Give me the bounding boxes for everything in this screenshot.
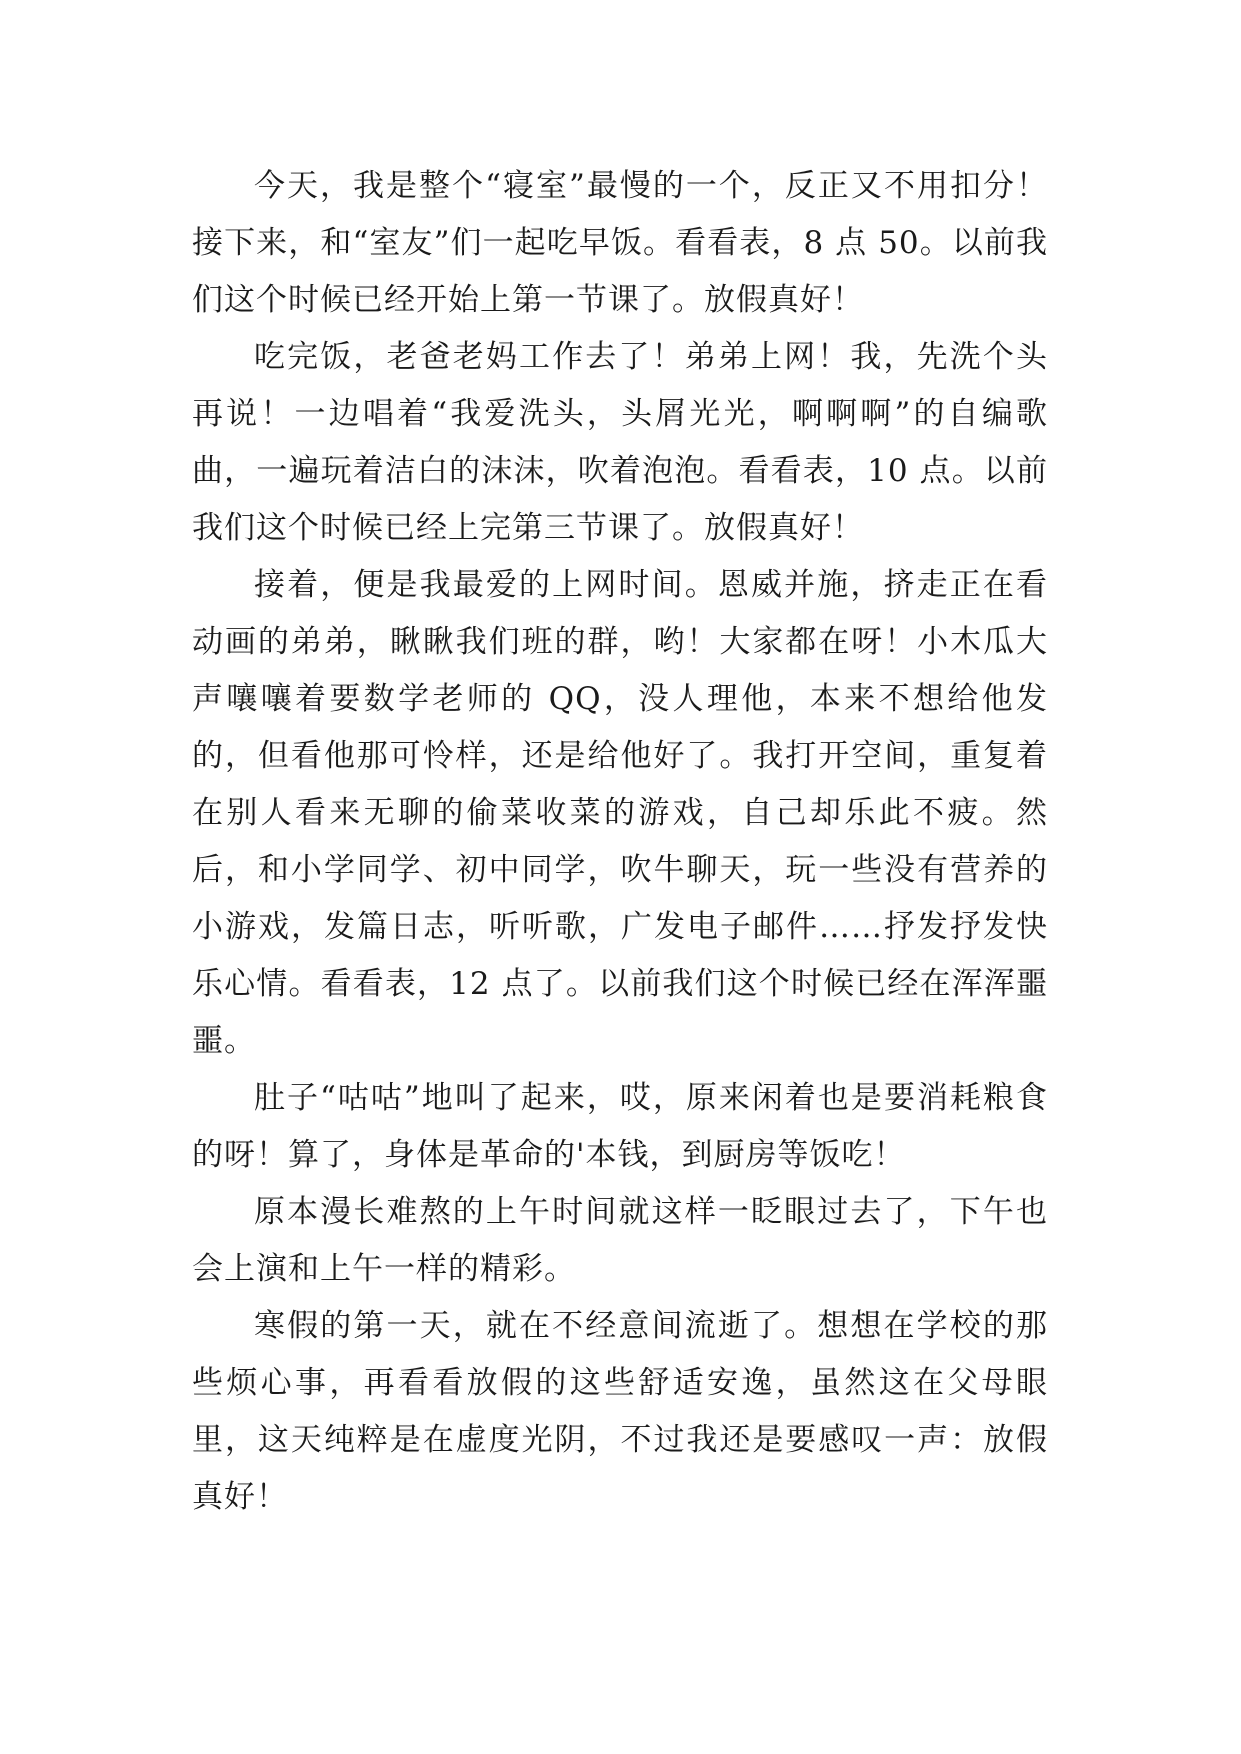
essay-body [192, 158, 1048, 1526]
paragraph-6: 寒假的第一天，就在不经意间流逝了。想想在学校的那些烦心事，再看看放假的这些舒适安逸，虽然这在父母眼里，这天纯粹是在虚度光阴，不过我还是要感叹一声：放假真好！ [192, 1308, 1048, 1515]
paragraph-4: 肚子“咕咕”地叫了起来，哎，原来闲着也是要消耗粮食的呀！算了，身体是革命的'本钱，到厨房等饭吃！ [192, 1080, 1048, 1173]
paragraph-1: 今天，我是整个“寝室”最慢的一个，反正又不用扣分！接下来，和“室友”们一起吃早饭。看看表，8 点 50。以前我们这个时候已经开始上第一节课了。放假真好！ [192, 168, 1048, 318]
paragraph-3: 接着，便是我最爱的上网时间。恩威并施，挤走正在看动画的弟弟，瞅瞅我们班的群，哟！大家都在呀！小木瓜大声嚷嚷着要数学老师的 QQ，没人理他，本来不想给他发的，但看他那可怜样，还是给他好了。我打开空间，重复着在别人看来无聊的偷菜收菜的游戏，自己却乐此不疲。然后，和小学同学、初中同学，吹牛聊天，玩一些没有营养的小游戏，发篇日志，听听歌，广发电子邮件……抒发抒发快乐心情。看看表，12 点了。以前我们这个时候已经在浑浑噩噩。 [192, 567, 1048, 1059]
paragraph-2: 吃完饭，老爸老妈工作去了！弟弟上网！我，先洗个头再说！一边唱着“我爱洗头，头屑光光，啊啊啊”的自编歌曲，一遍玩着洁白的沫沫，吹着泡泡。看看表，10 点。以前我们这个时候已经上完第三节课了。放假真好！ [192, 339, 1048, 546]
paragraph-5: 原本漫长难熬的上午时间就这样一眨眼过去了，下午也会上演和上午一样的精彩。 [192, 1194, 1048, 1287]
